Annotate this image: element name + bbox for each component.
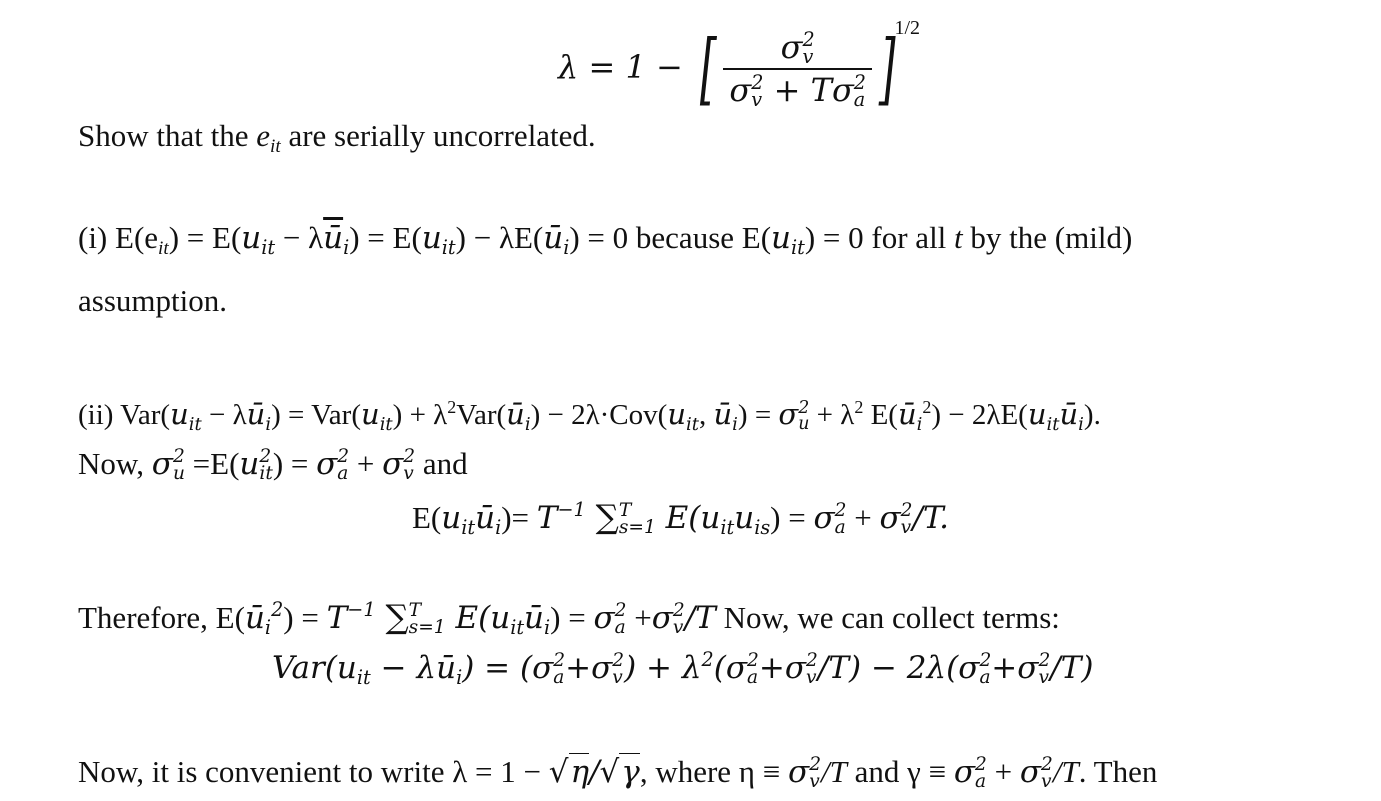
lambda-denominator: σ 2 v + Tσ 2 a — [729, 70, 867, 111]
last-line: Now, it is convenient to write λ = 1 − √η/√γ, where η ≡ σ 2 v /T and γ ≡ σ 2 a + σ 2 v /T. Then — [78, 754, 1158, 793]
therefore-line: Therefore, $E(ū_i^2) = T^{-1}$ ∑ T s=1 $E(u_{it}ū_i) = \sigma$ 2 a +σ 2 v /T Now, we can collect terms: — [78, 597, 1060, 640]
right-bracket: ] — [878, 24, 896, 115]
variance-line: $Var(u_{it}$ − $\lambda ū_i) = (\sigma$ 2 a +σ 2 v ) + $\lambda^2(\sigma$ 2 a +σ 2 v /T) − 2λ(σ 2 a +σ 2 v /T) — [272, 648, 1094, 690]
lambda-exponent: 1/2 — [894, 17, 921, 39]
lambda-lhs: λ = 1 − — [558, 48, 683, 86]
part-i-line: (i) $E(e_{it}) = E(u_{it} - \lambda\overline{ū}_i) = E(u_{it})$ − $\lambda E(ū_i) = 0$ because $E(u_{it}) = 0$ for all t by the (mild) — [78, 220, 1133, 260]
left-bracket: [ — [699, 24, 717, 115]
now-line: Now, σ 2 u =E(u 2 it ) = σ 2 a + σ 2 v and — [78, 446, 468, 485]
part-i-continuation: assumption. — [78, 283, 227, 318]
lambda-numerator: σ 2 v — [723, 31, 872, 70]
expectation-line: $E(u_{it}ū_i)= T^{-1}$ ∑ T s=1 $E(u_{it}u_{is}) = \sigma$ 2 a + σ 2 v /T. — [412, 497, 949, 540]
intro-line: Show that the $e_{it}$ are serially uncorrelated. — [78, 118, 596, 158]
lambda-equation — [558, 17, 928, 115]
lambda-fraction — [723, 27, 872, 111]
part-ii-line: (ii) $Var(u_{it}$ − $\lambda ū_i) = Var(u_{it})$ + $\lambda^2Var(ū_i) - 2\lambda\cdot Cov(u_{it}$, $ū_i) = \sigma$ 2 u + $\lambda^2$ $E(ū_i^2)$ − $2\lambda E(u_{it}ū_i)$. — [78, 397, 1101, 435]
